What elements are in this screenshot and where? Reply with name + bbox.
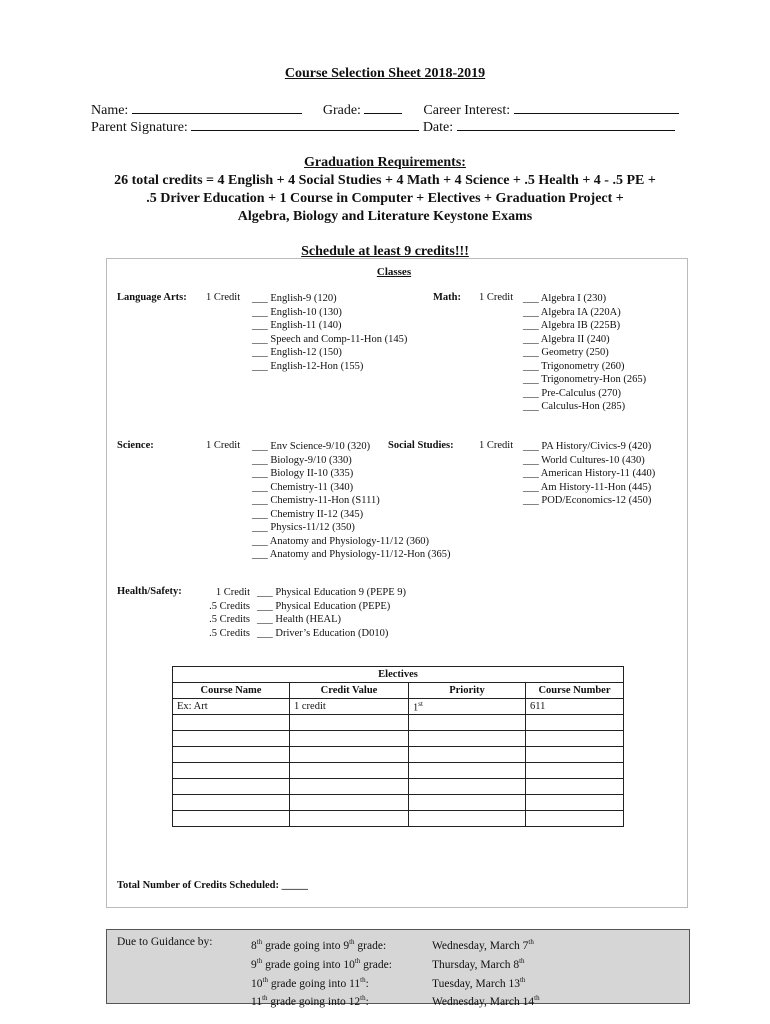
example-number: 611 [526, 699, 624, 715]
course-option[interactable]: ___ Geometry (250) [523, 347, 609, 358]
course-option[interactable]: ___ POD/Economics-12 (450) [523, 495, 652, 506]
parent-signature-label: Parent Signature: [91, 120, 188, 135]
language-arts-credit: 1 Credit [206, 292, 241, 303]
table-cell[interactable] [290, 715, 409, 731]
date-label: Date: [422, 120, 454, 135]
course-option[interactable]: ___ Algebra IA (220A) [523, 306, 621, 318]
career-interest-field[interactable] [514, 101, 679, 114]
table-cell[interactable] [409, 763, 526, 779]
course-option[interactable]: ___ World Cultures-10 (430) [523, 454, 645, 466]
language-arts-label: Language Arts: [117, 292, 187, 303]
table-cell[interactable] [409, 779, 526, 795]
table-row [173, 795, 624, 811]
requirements-title: Graduation Requirements: [304, 155, 466, 170]
table-cell[interactable] [173, 763, 290, 779]
due-grade-row: 8th grade going into 9th grade: [251, 938, 387, 952]
health-credit: .5 Credits [209, 627, 250, 639]
parent-row [91, 118, 675, 136]
table-row [173, 731, 624, 747]
course-option[interactable]: ___ Am History-11-Hon (445) [523, 481, 652, 493]
course-option[interactable]: ___ English-10 (130) [252, 306, 342, 318]
table-row [173, 699, 624, 715]
parent-signature-field[interactable] [191, 118, 419, 131]
health-list [257, 586, 406, 640]
course-option[interactable]: ___ Physical Education (PEPE) [257, 600, 391, 612]
electives-table [172, 666, 624, 827]
grade-label: Grade: [322, 103, 361, 118]
math-label: Math: [433, 292, 461, 303]
course-option[interactable]: ___ Trigonometry (260) [523, 360, 625, 372]
name-row [91, 101, 679, 119]
due-date: Tuesday, March 13th [432, 975, 526, 990]
total-credits-label: Total Number of Credits Scheduled: _____ [117, 880, 308, 891]
course-option[interactable]: ___ Driver’s Education (D010) [257, 627, 389, 639]
course-option[interactable]: ___ Biology II-10 (335) [252, 468, 354, 479]
table-cell[interactable] [526, 779, 624, 795]
due-grade-row: 11th grade going into 12th: [251, 994, 369, 1009]
table-cell[interactable] [173, 747, 290, 763]
table-cell[interactable] [290, 747, 409, 763]
health-credit: .5 Credits [209, 600, 250, 612]
column-header: Priority [409, 683, 526, 699]
column-header: Course Name [173, 683, 290, 699]
math-list [523, 292, 646, 414]
table-cell[interactable] [409, 795, 526, 811]
table-cell[interactable] [173, 715, 290, 731]
science-list [252, 440, 451, 562]
course-option[interactable]: ___ Calculus-Hon (285) [523, 401, 626, 412]
course-option[interactable]: ___ Env Science-9/10 (320) [252, 441, 371, 452]
electives-caption: Electives [173, 667, 624, 683]
health-credit: .5 Credits [209, 614, 250, 625]
table-cell[interactable] [409, 747, 526, 763]
course-option[interactable]: ___ Anatomy and Physiology-11/12-Hon (365) [252, 549, 451, 560]
table-cell[interactable] [526, 731, 624, 747]
course-option[interactable]: ___ English-11 (140) [252, 320, 342, 331]
course-option[interactable]: ___ English-12 (150) [252, 347, 342, 358]
table-cell[interactable] [290, 731, 409, 747]
math-credit: 1 Credit [479, 292, 514, 303]
language-arts-list [252, 292, 407, 373]
table-cell[interactable] [173, 811, 290, 827]
page-title: Course Selection Sheet 2018-2019 [284, 66, 486, 81]
course-option[interactable]: ___ English-9 (120) [252, 293, 337, 304]
example-course: Ex: Art [173, 699, 290, 715]
grade-field[interactable] [364, 101, 402, 114]
due-label: Due to Guidance by: [117, 936, 213, 948]
table-row [173, 747, 624, 763]
table-cell[interactable] [409, 731, 526, 747]
table-cell[interactable] [290, 795, 409, 811]
name-field[interactable] [132, 101, 302, 114]
course-option[interactable]: ___ Health (HEAL) [257, 614, 341, 625]
due-grades [251, 935, 392, 1010]
course-option[interactable]: ___ English-12-Hon (155) [252, 360, 364, 372]
due-date: Wednesday, March 7th [432, 938, 534, 952]
science-label: Science: [117, 440, 154, 451]
table-cell[interactable] [409, 715, 526, 731]
table-row [173, 811, 624, 827]
due-grade-row: 10th grade going into 11th: [251, 975, 369, 990]
social-studies-list [523, 440, 655, 508]
course-option[interactable]: ___ Speech and Comp-11-Hon (145) [252, 333, 408, 345]
due-date: Wednesday, March 14th [432, 994, 540, 1009]
table-cell[interactable] [290, 763, 409, 779]
social-studies-credit: 1 Credit [479, 440, 514, 451]
course-option[interactable]: ___ PA History/Civics-9 (420) [523, 441, 652, 452]
example-credit: 1 credit [290, 699, 409, 715]
requirements-line-3: Algebra, Biology and Literature Keystone Exams [237, 209, 533, 224]
classes-title: Classes [376, 266, 412, 278]
table-row [173, 715, 624, 731]
career-interest-label: Career Interest: [423, 103, 511, 118]
table-cell[interactable] [526, 747, 624, 763]
table-cell[interactable] [526, 715, 624, 731]
table-header-row [173, 683, 624, 699]
requirements-line-2: .5 Driver Education + 1 Course in Computer + Electives + Graduation Project + [146, 191, 624, 206]
due-dates [432, 935, 540, 1010]
course-option[interactable]: ___ Physics-11/12 (350) [252, 522, 355, 533]
table-row [173, 763, 624, 779]
course-option[interactable]: ___ Algebra I (230) [523, 293, 607, 304]
science-credit: 1 Credit [206, 440, 241, 451]
table-cell[interactable] [526, 795, 624, 811]
schedule-note: Schedule at least 9 credits!!! [301, 244, 469, 259]
course-option[interactable]: ___ Trigonometry-Hon (265) [523, 374, 647, 385]
table-cell[interactable] [526, 763, 624, 779]
table-cell[interactable] [173, 779, 290, 795]
course-option[interactable]: ___ Chemistry II-12 (345) [252, 508, 364, 520]
example-priority: 1st [409, 699, 526, 715]
health-safety-label: Health/Safety: [117, 586, 182, 597]
due-date: Thursday, March 8th [432, 956, 525, 971]
requirements-line-1: 26 total credits = 4 English + 4 Social Studies + 4 Math + 4 Science + .5 Health + 4 - .5 PE + [114, 173, 656, 188]
course-option[interactable]: ___ Chemistry-11-Hon (S111) [252, 495, 380, 506]
health-credit: 1 Credit [215, 587, 250, 598]
table-cell[interactable] [173, 731, 290, 747]
table-cell[interactable] [173, 795, 290, 811]
name-label: Name: [91, 103, 129, 118]
social-studies-label: Social Studies: [388, 440, 454, 451]
course-option[interactable]: ___ Chemistry-11 (340) [252, 481, 354, 493]
health-credits [206, 586, 250, 640]
course-option[interactable]: ___ Physical Education 9 (PEPE 9) [257, 587, 407, 598]
table-cell[interactable] [290, 779, 409, 795]
course-option[interactable]: ___ Biology-9/10 (330) [252, 454, 352, 466]
column-header: Credit Value [290, 683, 409, 699]
course-option[interactable]: ___ Pre-Calculus (270) [523, 387, 621, 399]
course-option[interactable]: ___ Algebra II (240) [523, 333, 610, 345]
course-option[interactable]: ___ Algebra IB (225B) [523, 320, 621, 331]
date-field[interactable] [457, 118, 675, 131]
table-cell[interactable] [290, 811, 409, 827]
column-header: Course Number [526, 683, 624, 699]
course-option[interactable]: ___ Anatomy and Physiology-11/12 (360) [252, 535, 429, 547]
table-cell[interactable] [409, 811, 526, 827]
course-option[interactable]: ___ American History-11 (440) [523, 468, 656, 479]
table-cell[interactable] [526, 811, 624, 827]
due-grade-row: 9th grade going into 10th grade: [251, 956, 392, 971]
table-row [173, 779, 624, 795]
